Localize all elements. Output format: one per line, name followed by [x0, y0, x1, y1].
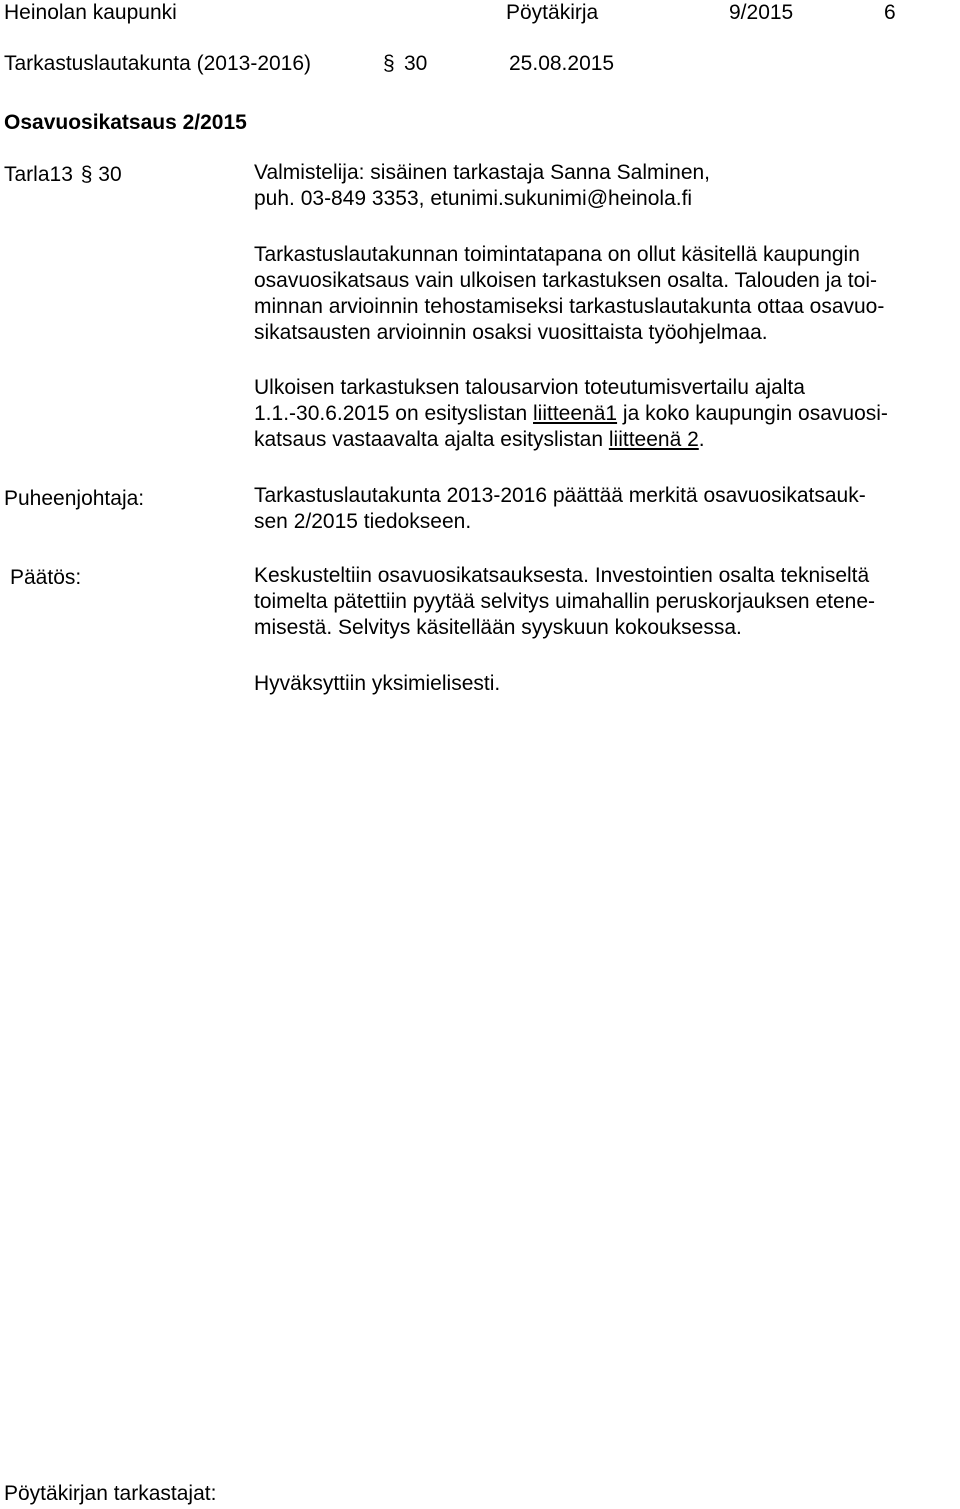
paragraph-line: Tarkastuslautakunnan toimintatapana on ollut käsitellä kaupungin — [254, 243, 860, 266]
page-number: 6 — [884, 1, 896, 24]
chair-proposal — [254, 483, 954, 535]
section-number: 30 — [404, 52, 428, 75]
paragraph-line: minnan arvioinnin tehostamiseksi tarkastuslautakunta ottaa osavuo- — [254, 295, 885, 318]
chair-label: Puheenjohtaja: — [4, 487, 145, 510]
paragraph-text: ja koko kaupungin osavuosi- — [617, 402, 888, 425]
paragraph-line: sen 2/2015 tiedokseen. — [254, 510, 472, 533]
case-ref-label: Tarla13 — [4, 163, 73, 186]
section-sign: § — [383, 52, 395, 75]
case-ref-number: 30 — [98, 163, 122, 186]
paragraph-text: katsaus vastaavalta ajalta esityslistan — [254, 428, 609, 451]
paragraph-line: Ulkoisen tarkastuksen talousarvion toteutumisvertailu ajalta — [254, 376, 805, 399]
attachment-link-2[interactable]: liitteenä 2 — [608, 428, 699, 451]
paragraph-line — [254, 427, 954, 453]
board-name: Tarkastuslautakunta (2013-2016) — [4, 52, 312, 75]
case-ref — [4, 164, 122, 185]
paragraph-text: . — [698, 428, 705, 451]
attachment-link-1[interactable]: liitteenä1 — [533, 402, 618, 425]
body-paragraph-2 — [254, 375, 954, 453]
doc-number: 9/2015 — [729, 1, 794, 24]
paragraph-line: osavuosikatsaus vain ulkoisen tarkastuksen osalta. Talouden ja toi- — [254, 269, 877, 292]
paragraph-line: toimelta pätettiin pyytää selvitys uimahallin peruskorjauksen etene- — [254, 590, 875, 613]
approval-text: Hyväksyttiin yksimielisesti. — [254, 672, 501, 695]
preparer-line: puh. 03-849 3353, etunimi.sukunimi@heinola.fi — [254, 187, 693, 210]
case-ref-section-sign: § — [80, 163, 93, 186]
paragraph-line: sikatsausten arvioinnin osaksi vuosittaista työohjelmaa. — [254, 321, 768, 344]
reviewers-label: Pöytäkirjan tarkastajat: — [4, 1482, 217, 1505]
preparer-line: Valmistelija: sisäinen tarkastaja Sanna Salminen, — [254, 161, 711, 184]
page-title: Osavuosikatsaus 2/2015 — [4, 111, 247, 134]
paragraph-line: misestä. Selvitys käsitellään syyskuun kokouksessa. — [254, 616, 742, 639]
body-paragraph-1 — [254, 242, 954, 346]
paragraph-line — [254, 401, 954, 427]
org-name: Heinolan kaupunki — [4, 1, 177, 24]
paragraph-text: 1.1.-30.6.2015 on esityslistan — [254, 402, 534, 425]
preparer-info — [254, 160, 954, 212]
meeting-date: 25.08.2015 — [509, 52, 615, 75]
paragraph-line: Tarkastuslautakunta 2013-2016 päättää merkitä osavuosikatsauk- — [254, 484, 866, 507]
doc-type: Pöytäkirja — [506, 1, 599, 24]
decision-label: Päätös: — [10, 566, 82, 589]
decision-text — [254, 563, 954, 641]
paragraph-line: Keskusteltiin osavuosikatsauksesta. Investointien osalta tekniseltä — [254, 564, 870, 587]
